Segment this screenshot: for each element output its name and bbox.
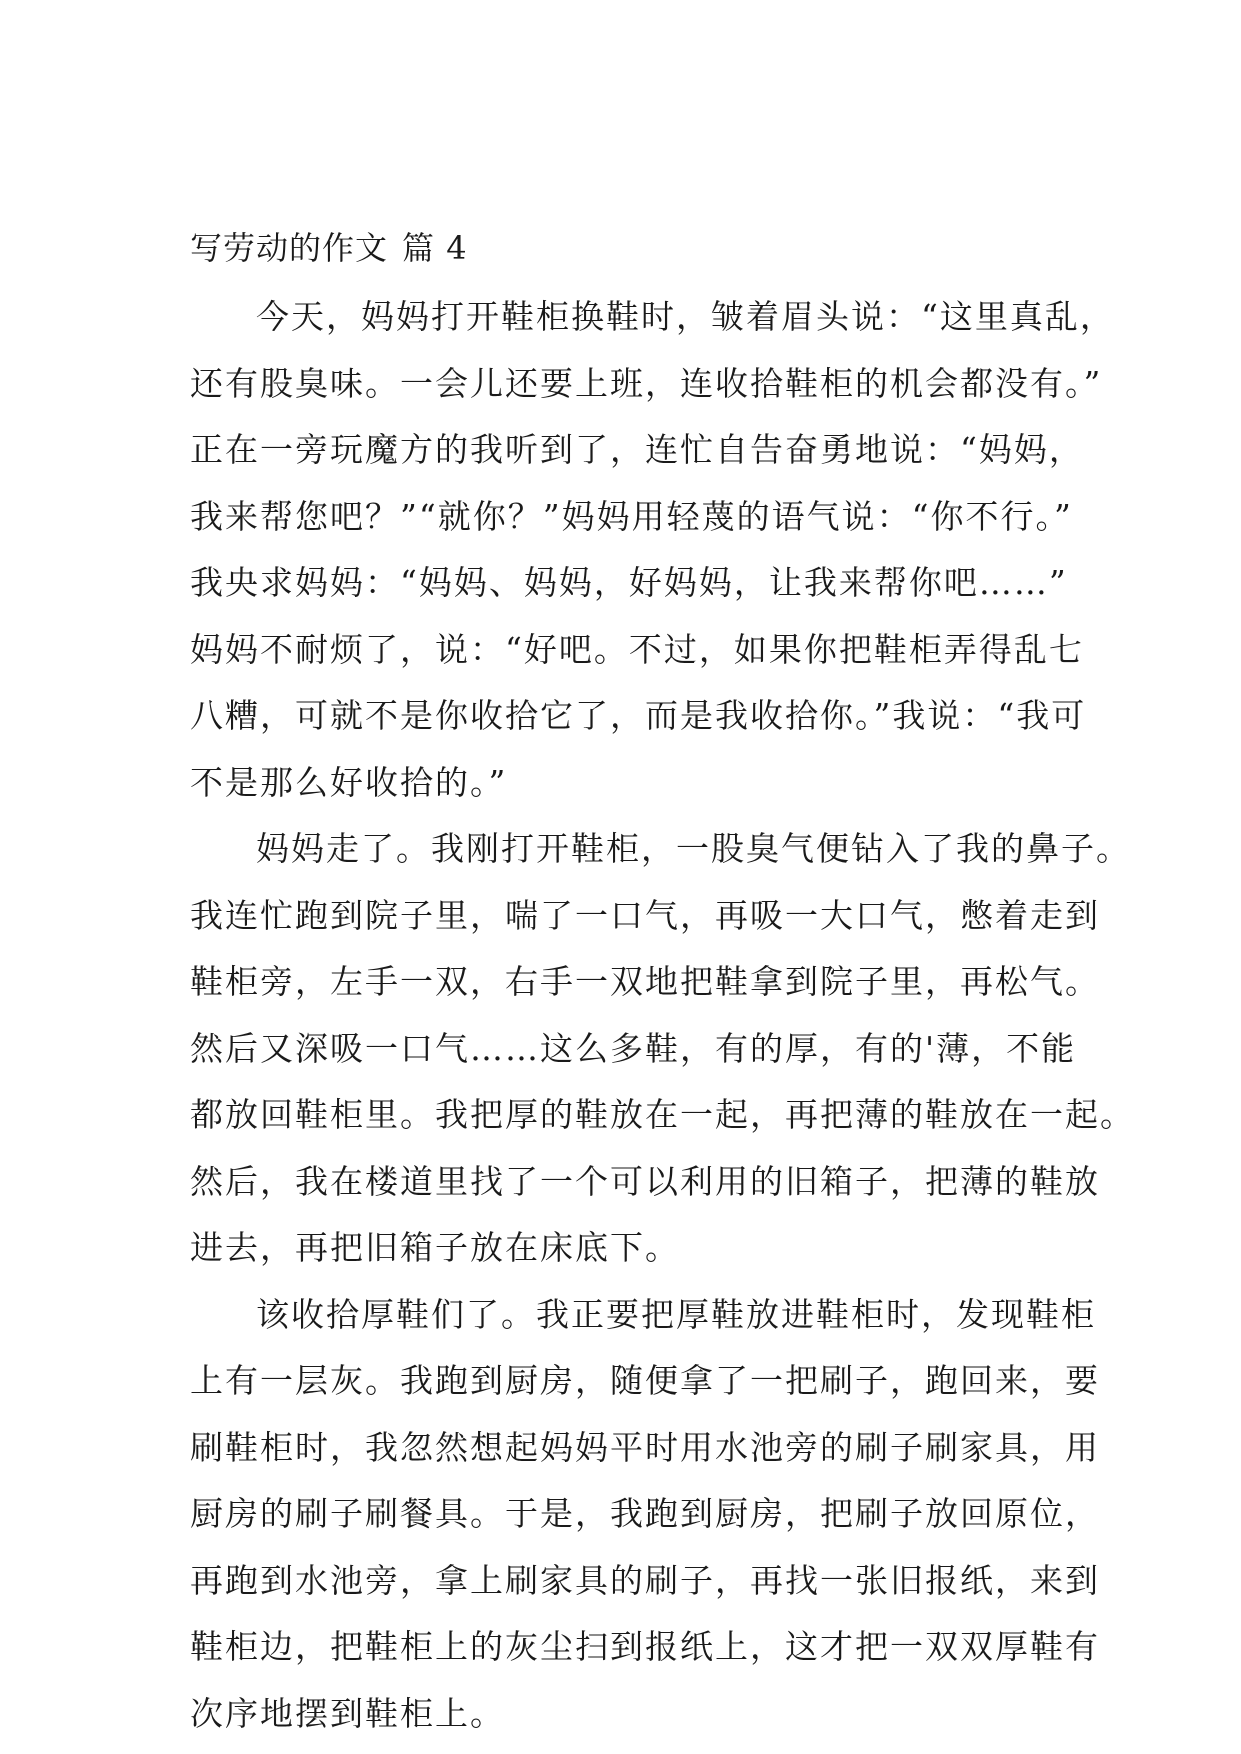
- text-line: 鞋柜边，把鞋柜上的灰尘扫到报纸上，这才把一双双厚鞋有: [190, 1627, 1100, 1666]
- text-line: 厨房的刷子刷餐具。于是，我跑到厨房，把刷子放回原位，: [190, 1494, 1100, 1533]
- text-line: 妈妈不耐烦了，说：“好吧。不过，如果你把鞋柜弄得乱七: [190, 629, 1084, 669]
- text-line: 鞋柜旁，左手一双，右手一双地把鞋拿到院子里，再松气。: [190, 962, 1100, 1001]
- text-line: 正在一旁玩魔方的我听到了，连忙自告奋勇地说：“妈妈，: [190, 430, 1084, 469]
- text-line: 八糟，可就不是你收拾它了，而是我收拾你。”我说：“我可: [190, 696, 1087, 735]
- text-line: 次序地摆到鞋柜上。: [190, 1693, 505, 1733]
- document-title: [190, 220, 1070, 276]
- paragraph-1: [190, 284, 1115, 816]
- text-line: 妈妈走了。我刚打开鞋柜，一股臭气便钻入了我的鼻子。: [256, 829, 1131, 868]
- text-line: 该收拾厚鞋们了。我正要把厚鞋放进鞋柜时，发现鞋柜: [256, 1294, 1096, 1334]
- text-line: 进去，再把旧箱子放在床底下。: [190, 1228, 680, 1267]
- text-line: 我央求妈妈：“妈妈、妈妈，好妈妈，让我来帮你吧……”: [190, 563, 1068, 602]
- text-line: 然后，我在楼道里找了一个可以利用的旧箱子，把薄的鞋放: [190, 1161, 1100, 1201]
- text-line: 再跑到水池旁，拿上刷家具的刷子，再找一张旧报纸，来到: [190, 1560, 1100, 1600]
- paragraph-3: [190, 1282, 1100, 1748]
- text-line: 不是那么好收拾的。”: [190, 762, 508, 802]
- document-page: [190, 220, 1135, 1747]
- text-line: 刷鞋柜时，我忽然想起妈妈平时用水池旁的刷子刷家具，用: [190, 1427, 1100, 1467]
- text-line: 我来帮您吧？”“就你？”妈妈用轻蔑的语气说：“你不行。”: [190, 496, 1073, 536]
- text-line: 还有股臭味。一会儿还要上班，连收拾鞋柜的机会都没有。”: [190, 363, 1103, 403]
- title-text: 写劳动的作文: [190, 229, 389, 267]
- text-line: 都放回鞋柜里。我把厚的鞋放在一起，再把薄的鞋放在一起。: [190, 1095, 1135, 1134]
- text-line: 然后又深吸一口气……这么多鞋，有的厚，有的'薄，不能: [190, 1028, 1077, 1068]
- text-line: 我连忙跑到院子里，喘了一口气，再吸一大口气，憋着走到: [190, 895, 1100, 935]
- text-line: 上有一层灰。我跑到厨房，随便拿了一把刷子，跑回来，要: [190, 1361, 1100, 1400]
- title-suffix: 篇 4: [402, 229, 468, 267]
- text-line: 今天，妈妈打开鞋柜换鞋时，皱着眉头说：“这里真乱，: [256, 297, 1115, 336]
- paragraph-2: [190, 816, 1135, 1282]
